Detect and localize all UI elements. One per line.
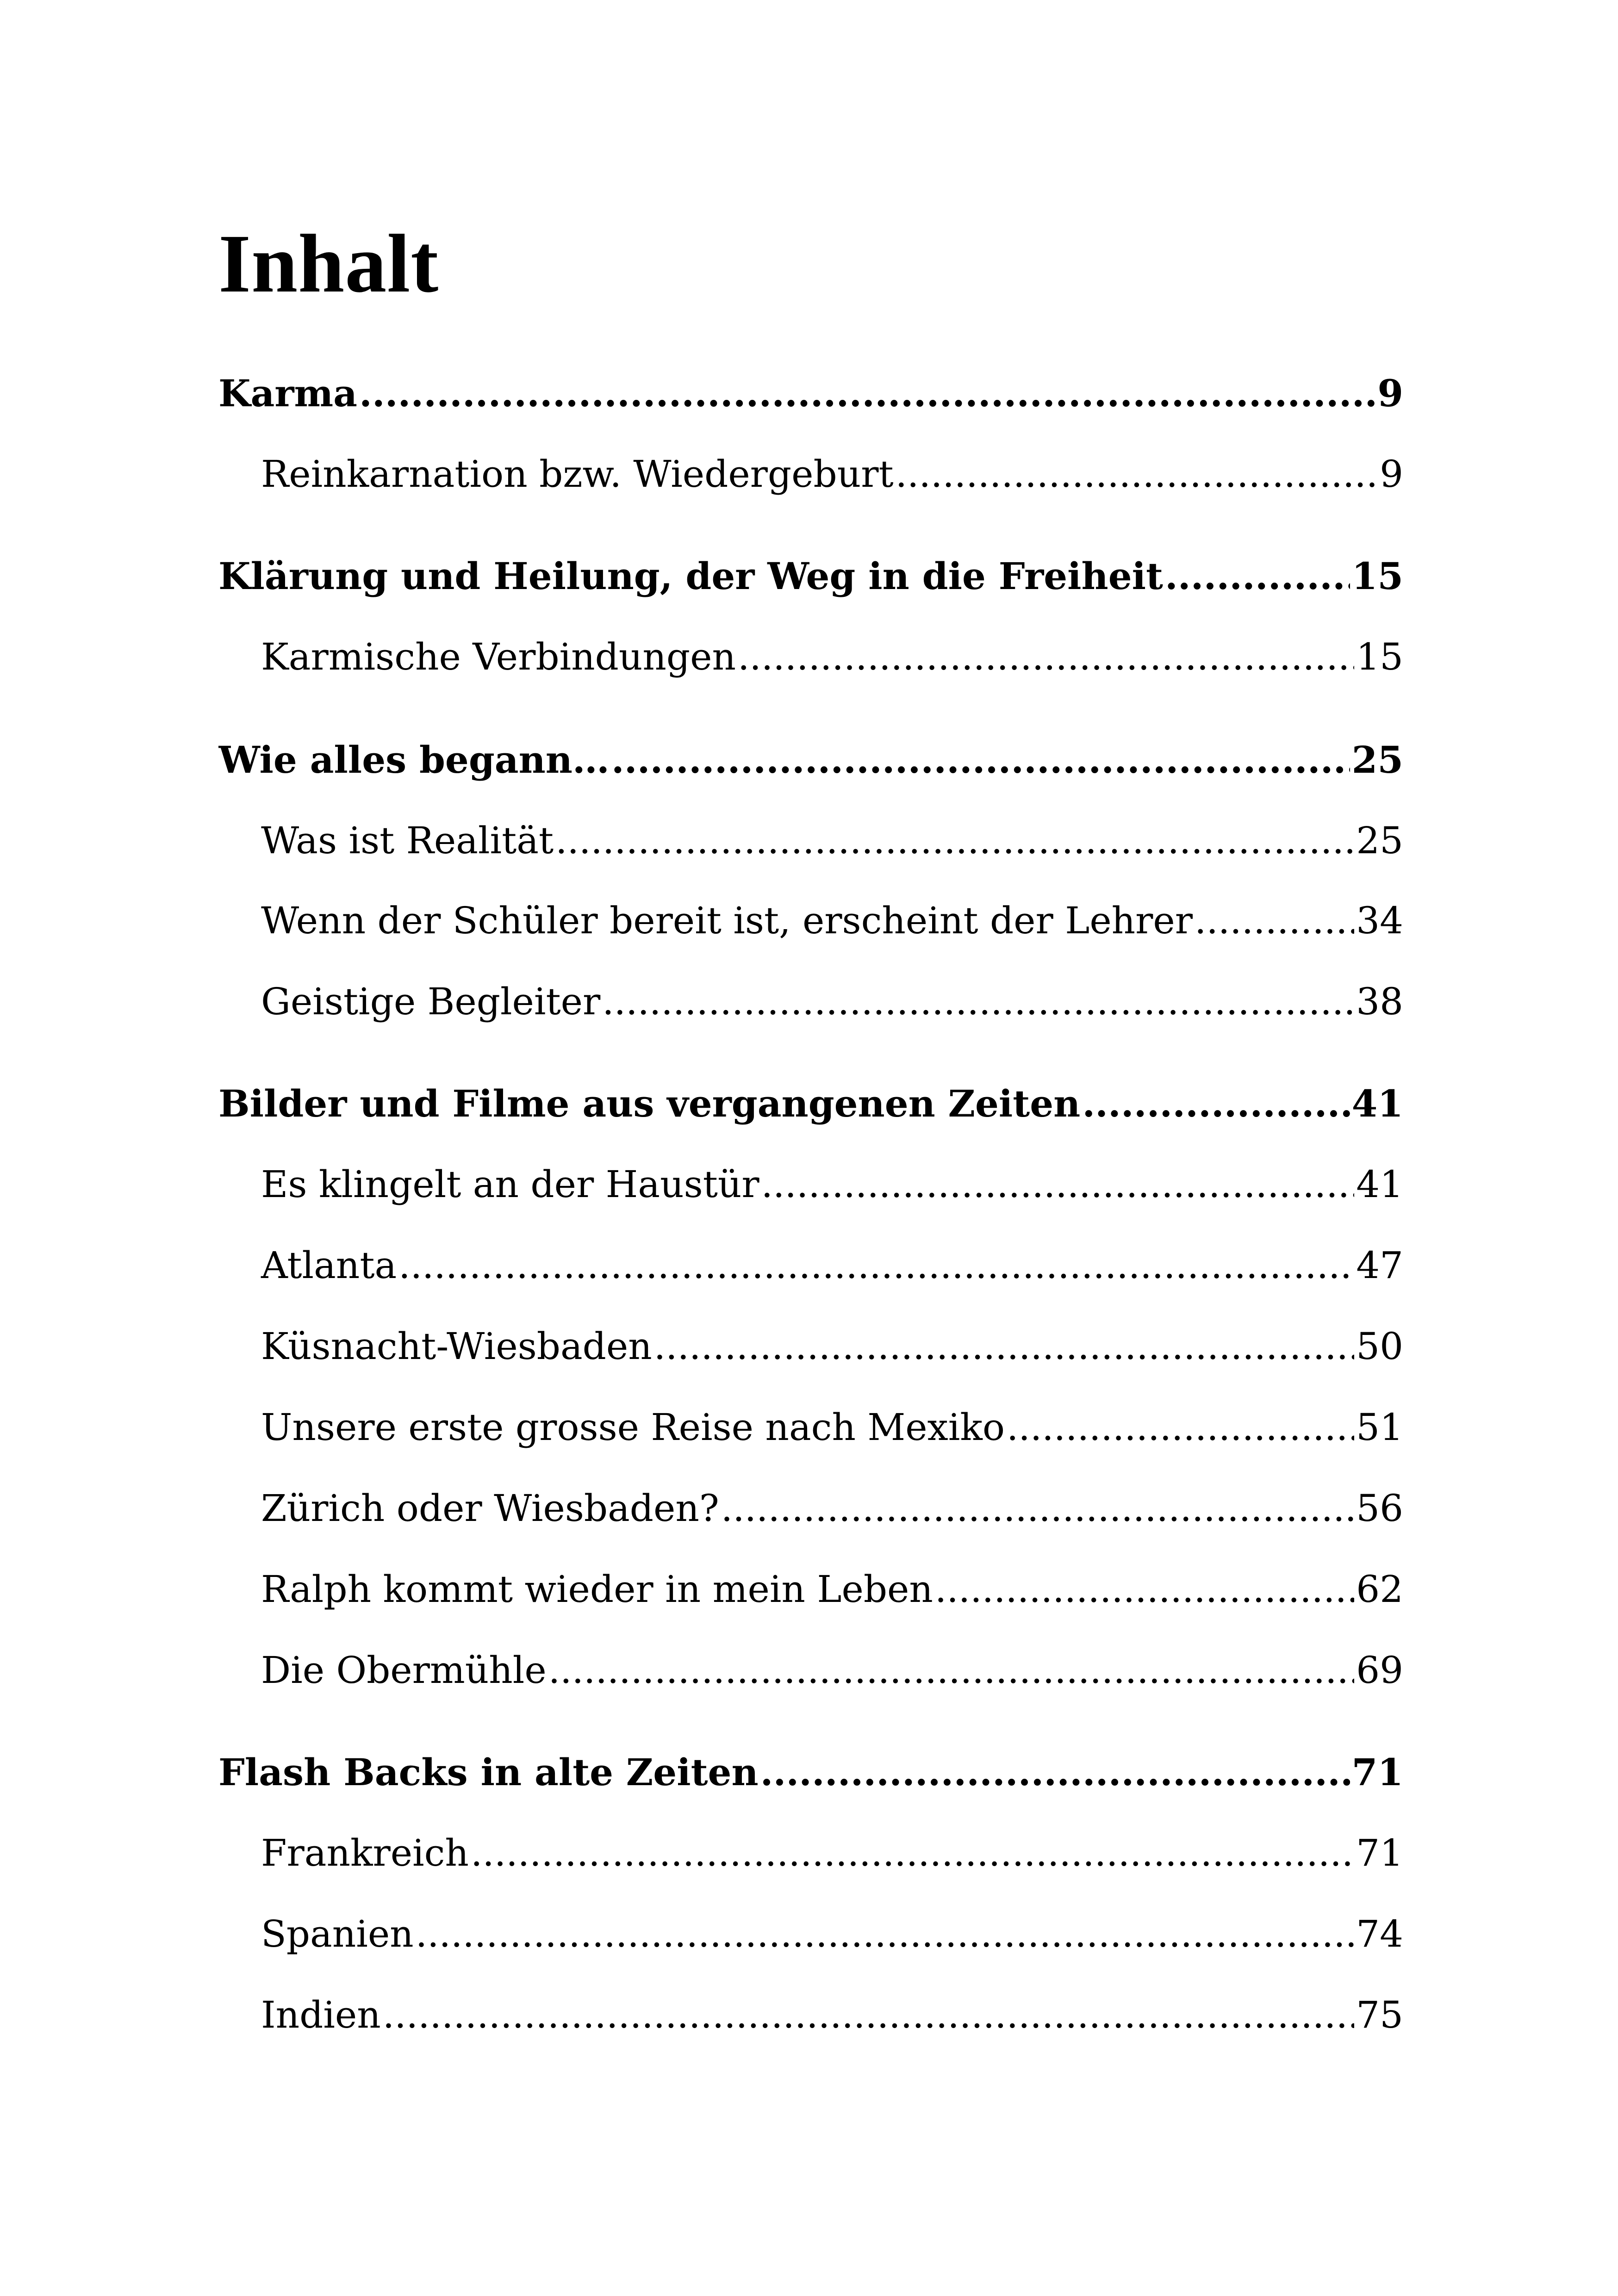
toc-section-entry <box>218 1909 1403 1960</box>
toc-dot-leader <box>935 1564 1354 1615</box>
toc-section-entry <box>218 1990 1403 2041</box>
toc-dot-leader <box>761 1159 1355 1210</box>
toc-entry-label: Es klingelt an der Haustür <box>261 1163 759 1206</box>
toc-page-number: 9 <box>1377 372 1403 415</box>
toc-entry-label: Klärung und Heilung, der Weg in die Freiheit <box>218 554 1163 598</box>
toc-page-number: 69 <box>1356 1649 1403 1692</box>
toc-page-number: 34 <box>1356 899 1403 942</box>
toc-section-entry <box>218 1483 1403 1534</box>
toc-chapter-entry <box>218 1078 1403 1129</box>
toc-dot-leader <box>760 1747 1350 1798</box>
toc-entry-label: Indien <box>261 1993 381 2036</box>
toc-entry-label: Die Obermühle <box>261 1649 547 1692</box>
toc-section-entry <box>218 1828 1403 1879</box>
toc-dot-leader <box>1195 895 1354 946</box>
toc-chapter-entry <box>218 368 1403 419</box>
toc-entry-label: Geistige Begleiter <box>261 980 601 1023</box>
toc-entry-label: Unsere erste grosse Reise nach Mexiko <box>261 1406 1005 1449</box>
toc-section-entry <box>218 1645 1403 1696</box>
toc-section-entry <box>218 1159 1403 1210</box>
toc-entry-label: Frankreich <box>261 1831 469 1874</box>
toc-dot-leader <box>1082 1078 1350 1129</box>
toc-page-number: 41 <box>1356 1163 1403 1206</box>
toc-page-number: 75 <box>1356 1993 1403 2036</box>
toc-page-number: 9 <box>1380 453 1403 496</box>
toc-dot-leader <box>738 632 1354 683</box>
toc-dot-leader <box>471 1828 1354 1879</box>
toc-dot-leader <box>654 1321 1354 1372</box>
toc-dot-leader <box>555 815 1354 866</box>
toc-page-number: 15 <box>1351 554 1403 598</box>
toc-page-number: 74 <box>1356 1912 1403 1955</box>
toc-page-number: 47 <box>1356 1244 1403 1287</box>
toc-section-entry <box>218 976 1403 1027</box>
toc-dot-leader <box>1007 1402 1354 1453</box>
toc-page-number: 51 <box>1356 1406 1403 1449</box>
toc-chapter-entry <box>218 551 1403 602</box>
toc-dot-leader <box>548 1645 1354 1696</box>
toc-entry-label: Küsnacht-Wiesbaden <box>261 1325 652 1368</box>
toc-entry-label: Karma <box>218 372 357 415</box>
toc-dot-leader <box>602 976 1354 1027</box>
toc-dot-leader <box>721 1483 1354 1534</box>
toc-chapter-entry <box>218 734 1403 785</box>
toc-entry-label: Atlanta <box>261 1244 397 1287</box>
toc-section-entry <box>218 895 1403 946</box>
toc-dot-leader <box>398 1240 1354 1291</box>
toc-section-entry <box>218 815 1403 866</box>
toc-section-entry <box>218 1321 1403 1372</box>
page-title: Inhalt <box>218 217 439 310</box>
toc-page-number: 41 <box>1351 1082 1403 1125</box>
toc-entry-label: Ralph kommt wieder in mein Leben <box>261 1568 933 1611</box>
toc-entry-label: Karmische Verbindungen <box>261 635 736 678</box>
toc-section-entry <box>218 449 1403 500</box>
toc-page-number: 15 <box>1356 635 1403 678</box>
toc-page-number: 71 <box>1351 1750 1403 1794</box>
toc-entry-label: Was ist Realität <box>261 819 554 862</box>
toc-page-number: 71 <box>1356 1831 1403 1874</box>
toc-dot-leader <box>1165 551 1350 602</box>
toc-dot-leader <box>383 1990 1354 2041</box>
toc-dot-leader <box>359 368 1375 419</box>
toc-entry-label: Spanien <box>261 1912 414 1955</box>
toc-page-number: 25 <box>1351 738 1403 782</box>
toc-page-number: 38 <box>1356 980 1403 1023</box>
toc-chapter-entry <box>218 1747 1403 1798</box>
toc-page-number: 56 <box>1356 1487 1403 1530</box>
toc-section-entry <box>218 632 1403 683</box>
toc-entry-label: Flash Backs in alte Zeiten <box>218 1750 759 1794</box>
toc-page-number: 62 <box>1356 1568 1403 1611</box>
toc-entry-label: Reinkarnation bzw. Wiedergeburt <box>261 453 894 496</box>
toc-dot-leader <box>611 734 1350 785</box>
toc-dot-leader <box>416 1909 1355 1960</box>
toc-entry-label: Wenn der Schüler bereit ist, erscheint der Lehrer <box>261 899 1193 942</box>
toc-section-entry <box>218 1564 1403 1615</box>
toc-section-entry <box>218 1402 1403 1453</box>
toc-entry-label: Wie alles begann… <box>218 738 610 782</box>
toc-page-number: 25 <box>1356 819 1403 862</box>
toc-entry-label: Zürich oder Wiesbaden? <box>261 1487 719 1530</box>
toc-dot-leader <box>896 449 1378 500</box>
toc-page-number: 50 <box>1356 1325 1403 1368</box>
toc-entry-label: Bilder und Filme aus vergangenen Zeiten <box>218 1082 1081 1125</box>
toc-section-entry <box>218 1240 1403 1291</box>
